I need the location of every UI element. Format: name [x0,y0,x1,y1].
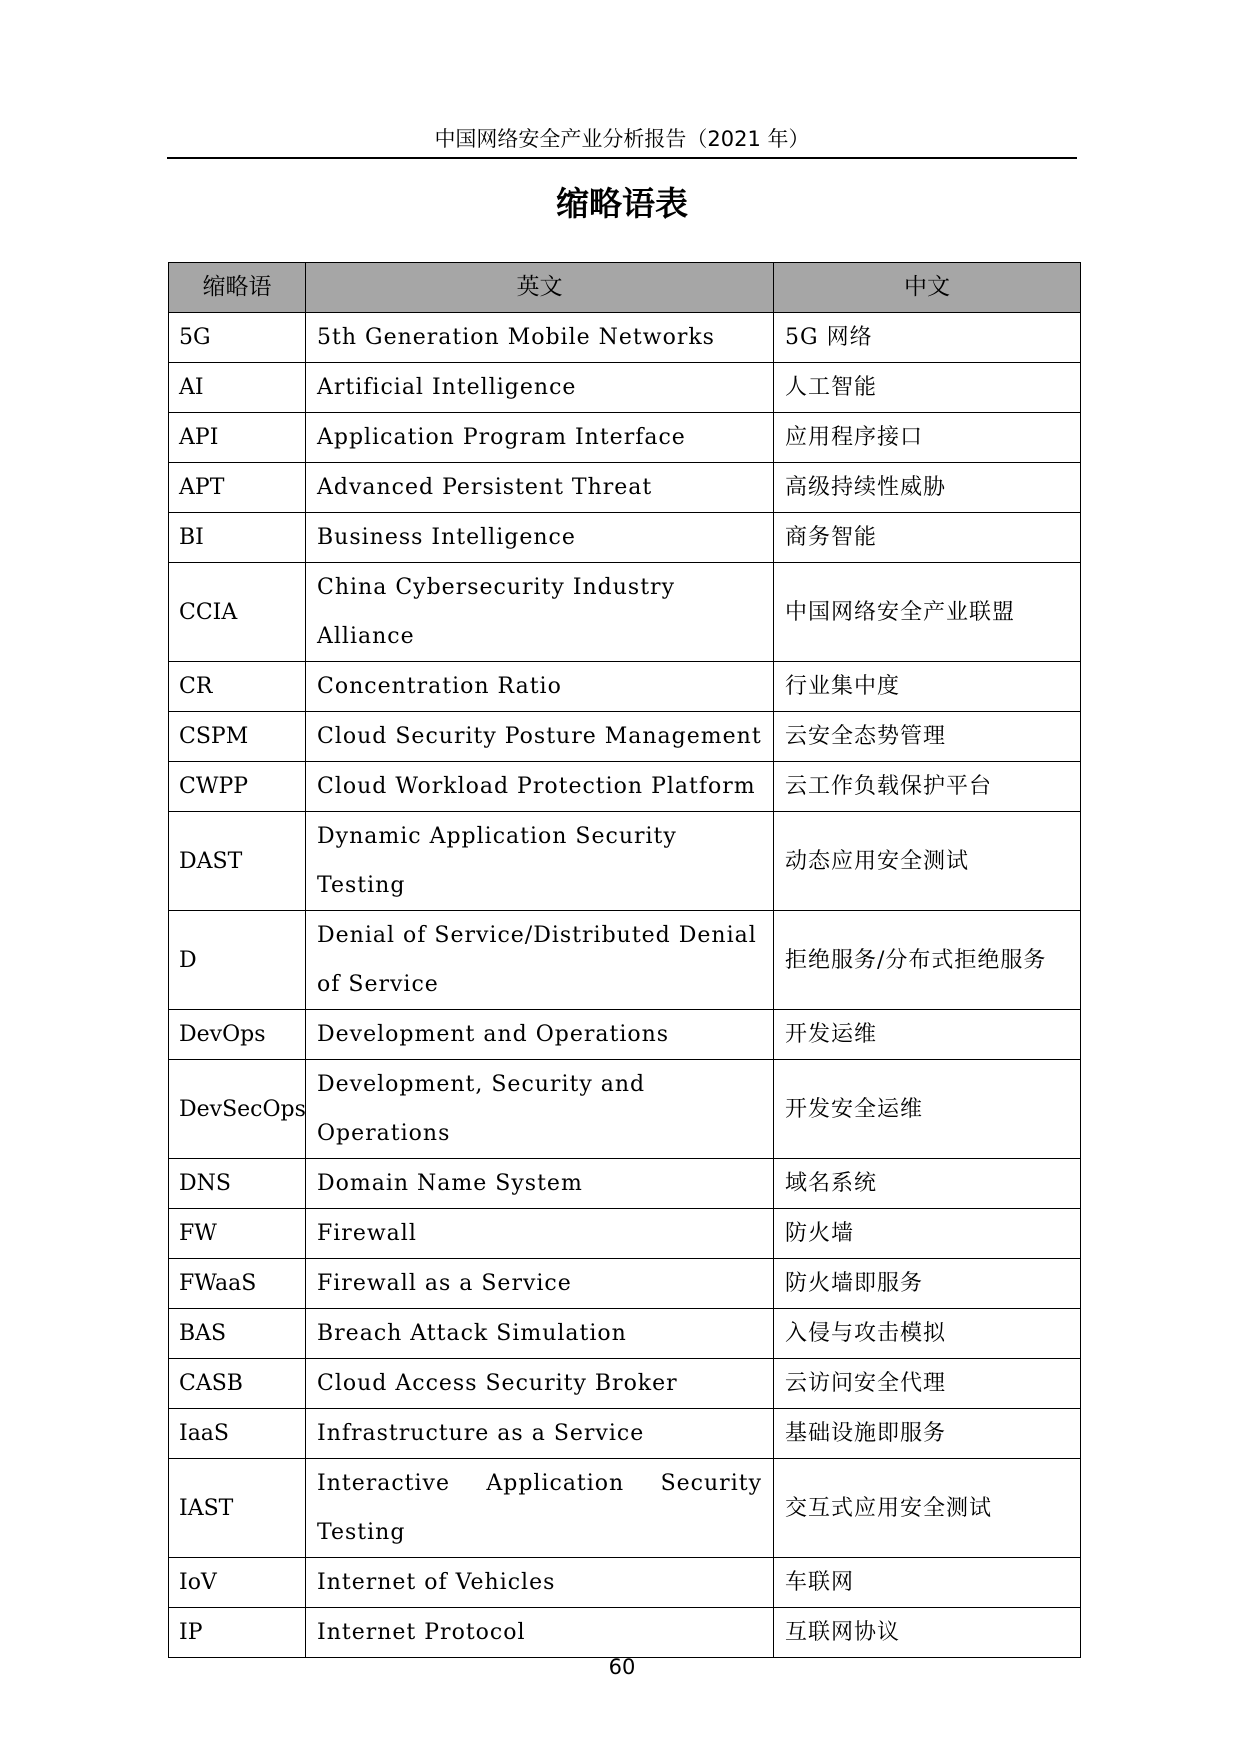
english-cell: Firewall [306,1209,774,1259]
table-row [169,363,1081,413]
english-cell: 5th Generation Mobile Networks [306,313,774,363]
chinese-cell: 入侵与攻击模拟 [774,1309,1081,1359]
report-header: 中国网络安全产业分析报告（2021 年） [434,127,810,151]
abbreviation-cell: BI [169,513,306,563]
table-row [169,563,1081,662]
table-row [169,1409,1081,1459]
chinese-cell: 开发安全运维 [774,1060,1081,1159]
english-cell: Cloud Security Posture Management [306,712,774,762]
abbreviation-cell: FWaaS [169,1259,306,1309]
abbreviation-cell: CASB [169,1359,306,1409]
english-cell: Development, Security and Operations [306,1060,774,1159]
chinese-cell: 行业集中度 [774,662,1081,712]
abbreviation-cell: IAST [169,1459,306,1558]
english-cell: Breach Attack Simulation [306,1309,774,1359]
table-header-row [169,263,1081,313]
chinese-cell: 人工智能 [774,363,1081,413]
table-row [169,1309,1081,1359]
table-row [169,1159,1081,1209]
table-row [169,662,1081,712]
chinese-cell: 互联网协议 [774,1608,1081,1658]
abbreviation-cell: CCIA [169,563,306,662]
english-cell: Cloud Workload Protection Platform [306,762,774,812]
chinese-cell: 云工作负载保护平台 [774,762,1081,812]
english-cell: Firewall as a Service [306,1259,774,1309]
english-cell: Cloud Access Security Broker [306,1359,774,1409]
abbreviation-cell: DNS [169,1159,306,1209]
abbreviation-cell: IaaS [169,1409,306,1459]
chinese-cell: 5G 网络 [774,313,1081,363]
table-row [169,762,1081,812]
header-divider [167,157,1077,159]
chinese-cell: 动态应用安全测试 [774,812,1081,911]
chinese-cell: 基础设施即服务 [774,1409,1081,1459]
english-cell: Concentration Ratio [306,662,774,712]
abbreviation-cell: DAST [169,812,306,911]
table-row [169,911,1081,1010]
table-row [169,1209,1081,1259]
abbreviation-cell: AI [169,363,306,413]
column-header-abbreviation: 缩略语 [169,263,306,313]
english-cell: Internet of Vehicles [306,1558,774,1608]
chinese-cell: 拒绝服务/分布式拒绝服务 [774,911,1081,1010]
abbreviation-cell: D [169,911,306,1010]
table-row [169,1010,1081,1060]
chinese-cell: 商务智能 [774,513,1081,563]
abbreviation-cell: BAS [169,1309,306,1359]
page-number: 60 [608,1655,636,1679]
chinese-cell: 域名系统 [774,1159,1081,1209]
english-cell: Domain Name System [306,1159,774,1209]
table-row [169,1608,1081,1658]
chinese-cell: 车联网 [774,1558,1081,1608]
table-row [169,463,1081,513]
abbreviation-cell: API [169,413,306,463]
chinese-cell: 云访问安全代理 [774,1359,1081,1409]
abbreviation-table [168,262,1081,1658]
table-row [169,413,1081,463]
english-cell: Business Intelligence [306,513,774,563]
english-cell: Infrastructure as a Service [306,1409,774,1459]
english-cell: Denial of Service/Distributed Denial of Service [306,911,774,1010]
english-cell: Artificial Intelligence [306,363,774,413]
column-header-english: 英文 [306,263,774,313]
table-row [169,313,1081,363]
abbreviation-cell: 5G [169,313,306,363]
abbreviation-cell: FW [169,1209,306,1259]
chinese-cell: 中国网络安全产业联盟 [774,563,1081,662]
table-row [169,1359,1081,1409]
english-cell: China Cybersecurity Industry Alliance [306,563,774,662]
table-row [169,513,1081,563]
chinese-cell: 开发运维 [774,1010,1081,1060]
abbreviation-cell: CR [169,662,306,712]
table-row [169,1060,1081,1159]
english-cell: Development and Operations [306,1010,774,1060]
page-title: 缩略语表 [556,184,688,223]
abbreviation-cell: DevOps [169,1010,306,1060]
table-row [169,1558,1081,1608]
chinese-cell: 应用程序接口 [774,413,1081,463]
english-cell: Internet Protocol [306,1608,774,1658]
english-cell: Dynamic Application Security Testing [306,812,774,911]
abbreviation-cell: CWPP [169,762,306,812]
abbreviation-cell: APT [169,463,306,513]
english-cell: Interactive Application Security Testing [306,1459,774,1558]
abbreviation-cell: IP [169,1608,306,1658]
chinese-cell: 防火墙即服务 [774,1259,1081,1309]
table-row [169,1259,1081,1309]
chinese-cell: 防火墙 [774,1209,1081,1259]
table-row [169,1459,1081,1558]
english-cell: Advanced Persistent Threat [306,463,774,513]
english-cell: Application Program Interface [306,413,774,463]
chinese-cell: 高级持续性威胁 [774,463,1081,513]
table-row [169,812,1081,911]
column-header-chinese: 中文 [774,263,1081,313]
abbreviation-cell: CSPM [169,712,306,762]
abbreviation-cell: DevSecOps [169,1060,306,1159]
table-row [169,712,1081,762]
chinese-cell: 交互式应用安全测试 [774,1459,1081,1558]
abbreviation-cell: IoV [169,1558,306,1608]
chinese-cell: 云安全态势管理 [774,712,1081,762]
